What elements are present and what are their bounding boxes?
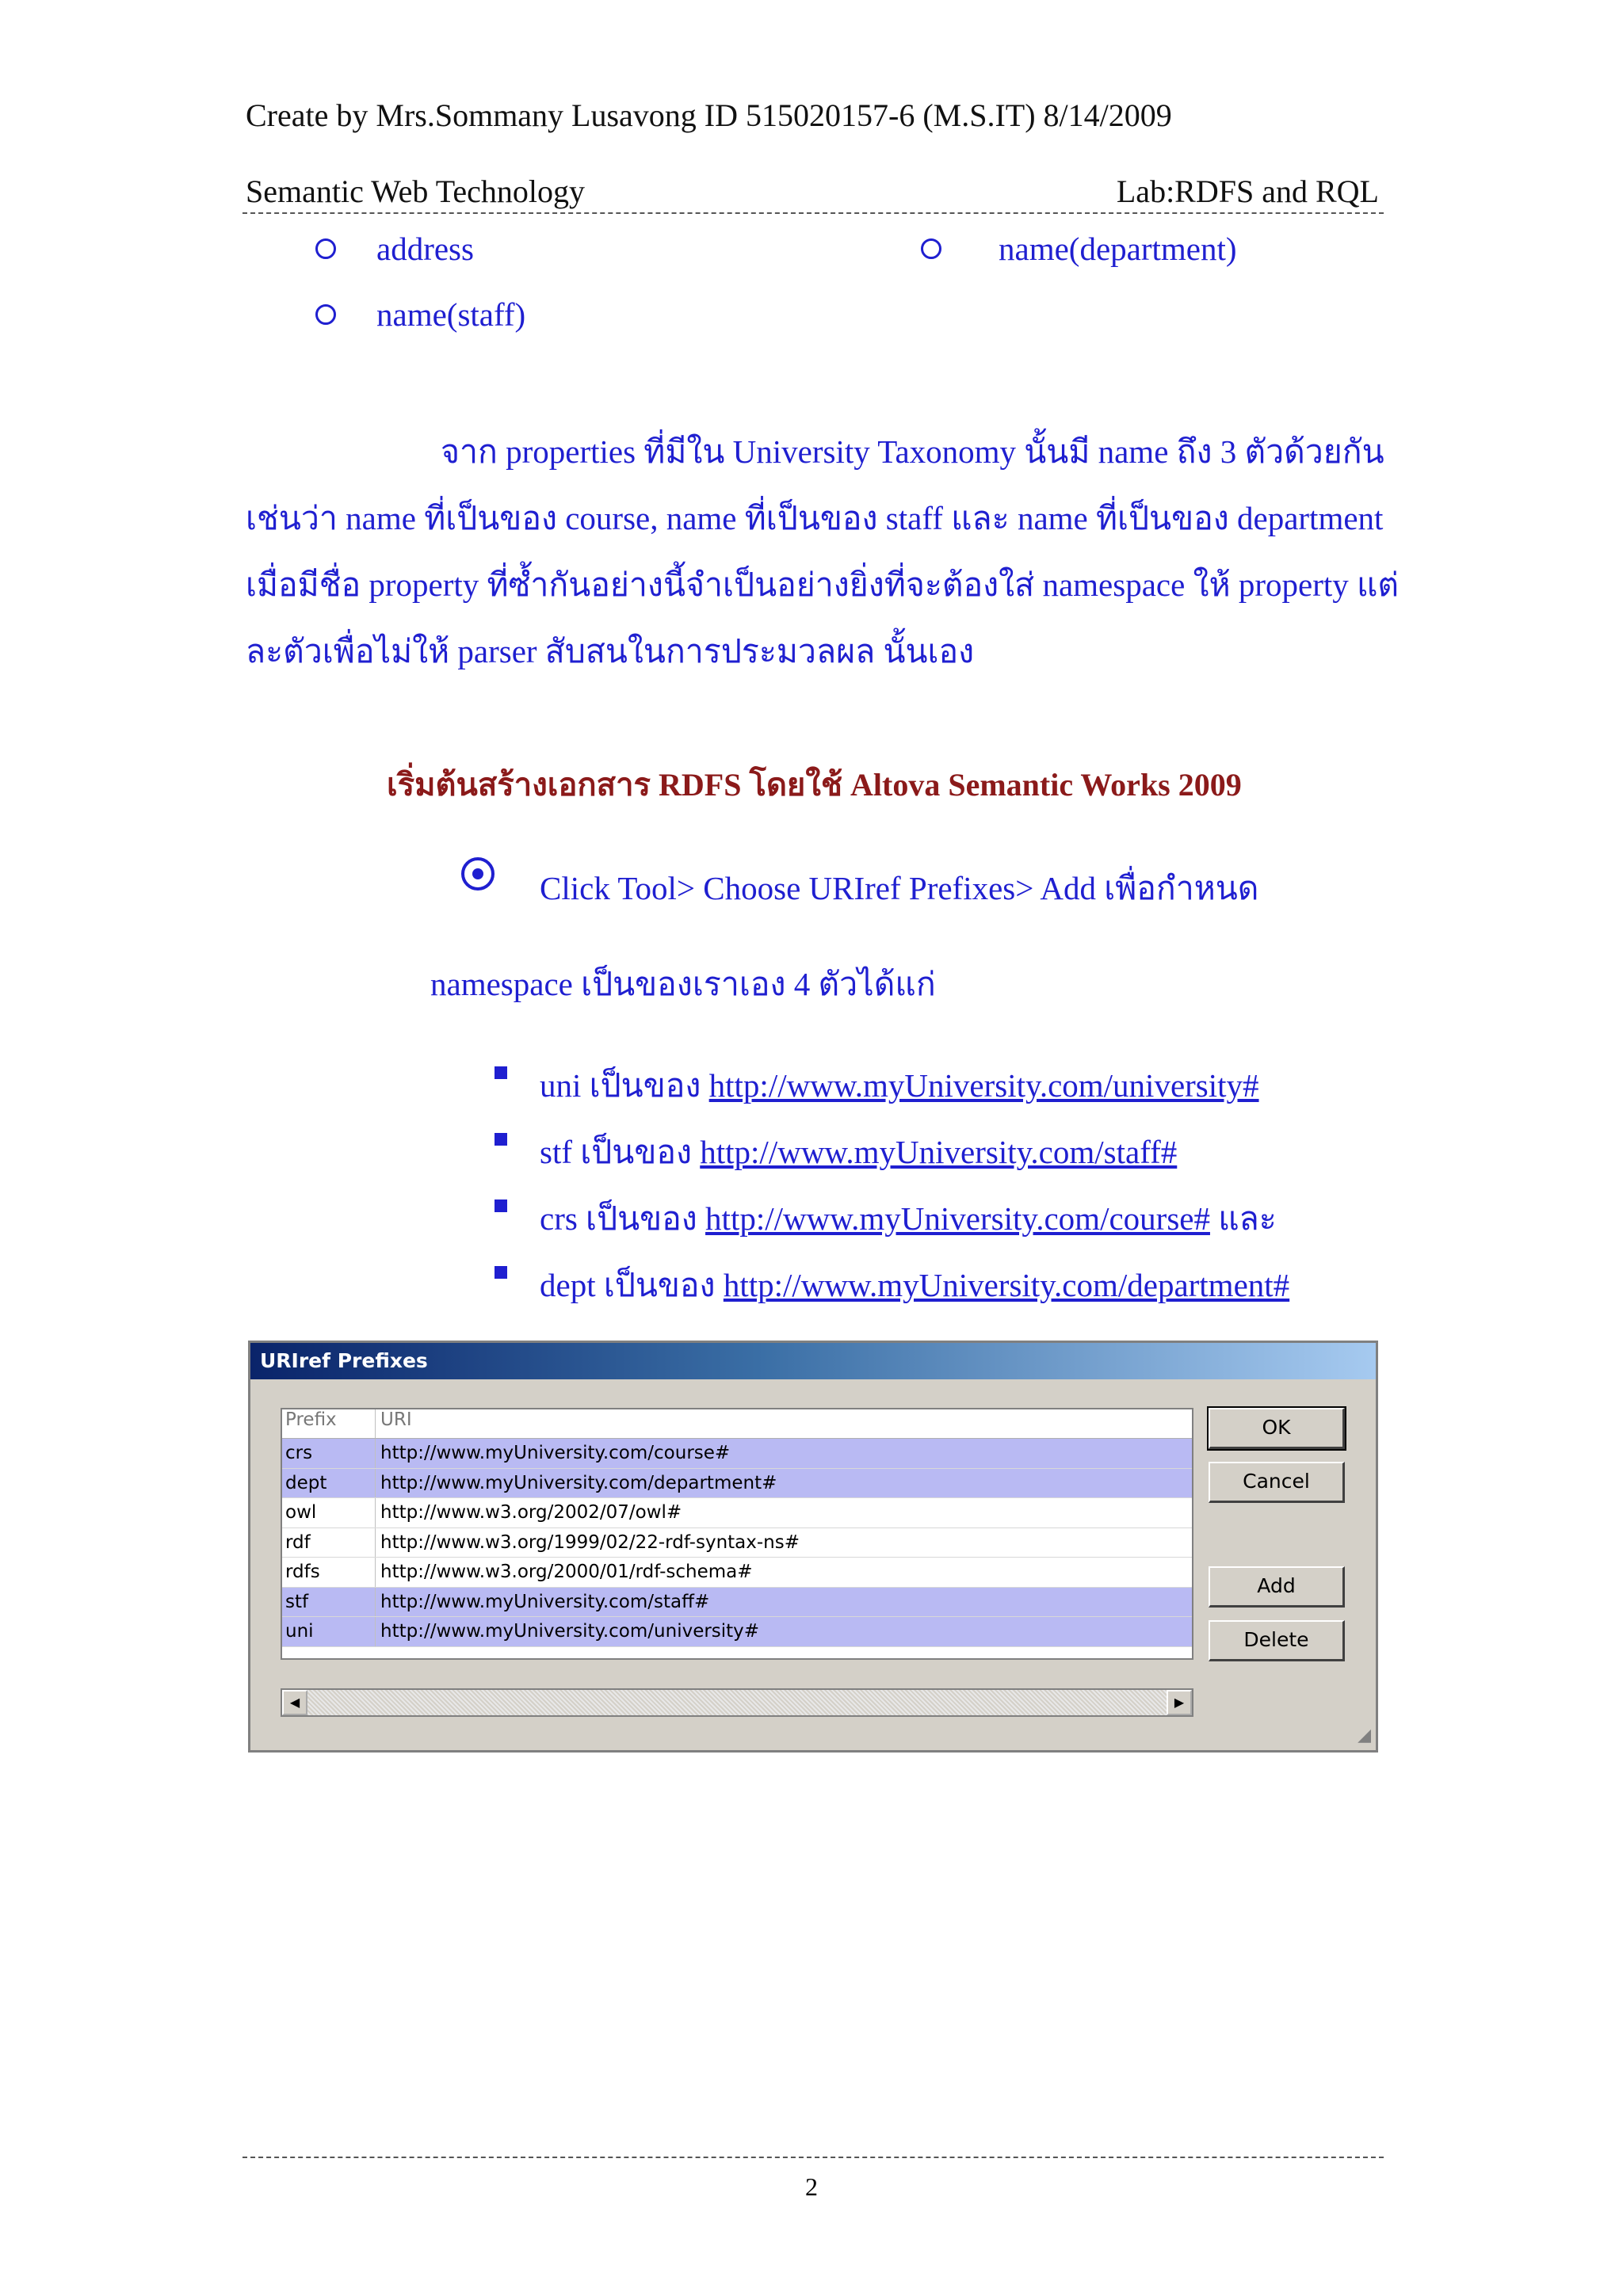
hollow-circle-bullet-icon: [315, 304, 336, 325]
table-row[interactable]: [282, 1469, 1192, 1499]
namespace-label: uni เป็นของ: [540, 1067, 709, 1104]
cancel-button[interactable]: Cancel: [1209, 1462, 1345, 1503]
lab-title: Lab:RDFS and RQL: [1116, 174, 1379, 209]
prefix-cell[interactable]: crs: [282, 1439, 376, 1468]
add-button[interactable]: Add: [1209, 1566, 1345, 1608]
hollow-circle-bullet-icon: [315, 238, 336, 259]
namespace-link[interactable]: http://www.myUniversity.com/university#: [708, 1067, 1259, 1104]
column-header-prefix[interactable]: Prefix: [282, 1409, 376, 1438]
dialog-title: URIref Prefixes: [250, 1343, 1376, 1379]
prefix-cell[interactable]: owl: [282, 1498, 376, 1527]
document-title: Semantic Web Technology: [246, 174, 585, 209]
section-title: เริ่มต้นสร้างเอกสาร RDFS โดยใช้ Altova Semantic Works 2009: [387, 767, 1242, 803]
bullet-item-name-department: name(department): [999, 231, 1237, 267]
table-row[interactable]: [282, 1558, 1192, 1588]
prefix-cell[interactable]: rdfs: [282, 1558, 376, 1587]
paragraph-line: เช่นว่า name ที่เป็นของ course, name ที่เป็นของ staff และ name ที่เป็นของ department: [246, 500, 1384, 536]
bullet-item-address: address: [376, 231, 474, 267]
table-row[interactable]: [282, 1617, 1192, 1647]
prefix-table[interactable]: [281, 1408, 1193, 1660]
namespace-link[interactable]: http://www.myUniversity.com/department#: [723, 1267, 1290, 1303]
namespace-item-stf: [540, 1127, 1177, 1178]
uri-cell[interactable]: http://www.myUniversity.com/university#: [380, 1621, 760, 1642]
prefix-cell[interactable]: stf: [282, 1588, 376, 1617]
radio-bullet-icon: [461, 857, 495, 891]
square-bullet-icon: [495, 1066, 507, 1079]
instruction-line: Click Tool> Choose URIref Prefixes> Add เพื่อกำหนด: [540, 870, 1259, 906]
bullet-item-name-staff: name(staff): [376, 296, 526, 333]
horizontal-scrollbar[interactable]: [281, 1688, 1193, 1717]
namespace-item-uni: [540, 1060, 1259, 1112]
uri-cell[interactable]: http://www.w3.org/2002/07/owl#: [380, 1502, 682, 1524]
delete-button[interactable]: Delete: [1209, 1620, 1345, 1661]
instruction-line: namespace เป็นของเราเอง 4 ตัวได้แก่: [430, 966, 936, 1002]
namespace-label: stf เป็นของ: [540, 1134, 701, 1170]
namespace-item-dept: [540, 1260, 1289, 1311]
table-row[interactable]: [282, 1439, 1192, 1469]
uri-cell[interactable]: http://www.myUniversity.com/department#: [380, 1472, 777, 1493]
ok-button[interactable]: OK: [1209, 1408, 1345, 1449]
header-divider: [242, 212, 1384, 214]
namespace-link[interactable]: http://www.myUniversity.com/staff#: [700, 1134, 1178, 1170]
prefix-cell[interactable]: dept: [282, 1469, 376, 1498]
paragraph-line: จาก properties ที่มีใน University Taxonomy นั้นมี name ถึง 3 ตัวด้วยกัน: [441, 433, 1384, 470]
table-row[interactable]: [282, 1498, 1192, 1528]
namespace-item-crs: [540, 1193, 1277, 1245]
table-header: [282, 1409, 1192, 1439]
square-bullet-icon: [495, 1266, 507, 1279]
page-number: 2: [805, 2172, 818, 2201]
uri-cell[interactable]: http://www.w3.org/1999/02/22-rdf-syntax-ns#: [380, 1531, 800, 1553]
prefix-cell[interactable]: uni: [282, 1617, 376, 1646]
uri-cell[interactable]: http://www.myUniversity.com/staff#: [380, 1591, 710, 1612]
namespace-suffix: และ: [1209, 1200, 1277, 1237]
paragraph-line: ละตัวเพื่อไม่ให้ parser สับสนในการประมวลผล นั้นเอง: [246, 633, 975, 669]
scroll-right-arrow-icon[interactable]: ▶: [1167, 1690, 1192, 1715]
scroll-left-arrow-icon[interactable]: ◀: [282, 1690, 307, 1715]
hollow-circle-bullet-icon: [921, 238, 941, 259]
creator-line: Create by Mrs.Sommany Lusavong ID 515020157-6 (M.S.IT) 8/14/2009: [246, 97, 1172, 133]
square-bullet-icon: [495, 1199, 507, 1212]
uriref-prefixes-dialog: [248, 1341, 1378, 1753]
table-row[interactable]: [282, 1528, 1192, 1558]
namespace-label: crs เป็นของ: [540, 1200, 706, 1237]
prefix-cell[interactable]: rdf: [282, 1528, 376, 1558]
uri-cell[interactable]: http://www.w3.org/2000/01/rdf-schema#: [380, 1562, 753, 1583]
uri-cell[interactable]: http://www.myUniversity.com/course#: [380, 1443, 731, 1464]
table-body: [282, 1439, 1192, 1647]
namespace-link[interactable]: http://www.myUniversity.com/course#: [705, 1200, 1210, 1237]
namespace-label: dept เป็นของ: [540, 1267, 724, 1303]
paragraph-line: เมื่อมีชื่อ property ที่ซ้ำกันอย่างนี้จำเป็นอย่างยิ่งที่จะต้องใส่ namespace ให้ property แต่: [246, 566, 1400, 603]
footer-divider: [242, 2157, 1384, 2158]
square-bullet-icon: [495, 1133, 507, 1146]
column-header-uri[interactable]: URI: [380, 1409, 412, 1430]
table-row[interactable]: [282, 1588, 1192, 1618]
resize-grip-icon[interactable]: ◢: [1358, 1726, 1371, 1745]
